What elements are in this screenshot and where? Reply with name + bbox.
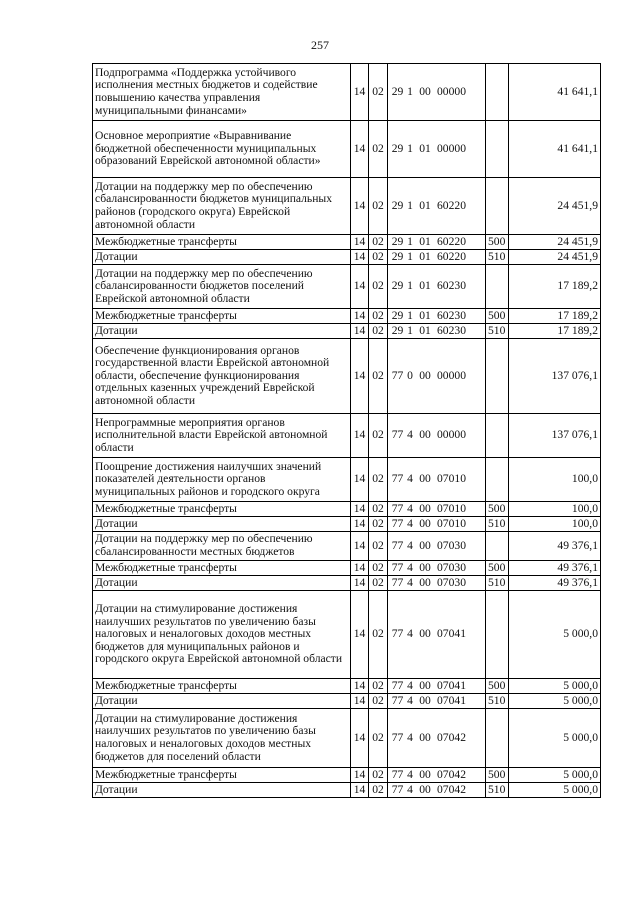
article-code-part: 1 bbox=[407, 234, 413, 248]
row-name: Дотации bbox=[93, 324, 351, 339]
expense-type-code: 500 bbox=[486, 309, 509, 324]
amount-value: 100,0 bbox=[509, 502, 601, 517]
expense-type-code: 510 bbox=[486, 250, 509, 265]
amount-value: 24 451,9 bbox=[509, 250, 601, 265]
target-article-code bbox=[388, 458, 486, 502]
article-code-part: 77 bbox=[391, 472, 404, 486]
article-code-part: 4 bbox=[407, 782, 413, 796]
article-code-part: 1 bbox=[407, 141, 413, 155]
article-code-part: 00 bbox=[419, 575, 431, 589]
expense-type-code bbox=[486, 178, 509, 235]
budget-table bbox=[92, 63, 601, 798]
table-row bbox=[93, 121, 601, 178]
target-article-code bbox=[388, 324, 486, 339]
expense-type-code bbox=[486, 591, 509, 679]
article-code-part: 00 bbox=[419, 730, 431, 744]
section-code: 14 bbox=[351, 64, 369, 121]
article-code-part: 4 bbox=[407, 428, 413, 442]
row-name: Дотации bbox=[93, 517, 351, 532]
article-code-part: 00 bbox=[419, 693, 431, 707]
article-code-part: 00 bbox=[419, 84, 431, 98]
target-article-code bbox=[388, 679, 486, 694]
target-article-code bbox=[388, 265, 486, 309]
amount-value: 49 376,1 bbox=[509, 576, 601, 591]
article-code-part: 00 bbox=[419, 501, 431, 515]
article-code-part: 1 bbox=[407, 279, 413, 293]
article-code-part: 29 bbox=[391, 279, 404, 293]
section-code: 14 bbox=[351, 121, 369, 178]
expense-type-code bbox=[486, 458, 509, 502]
table-row bbox=[93, 768, 601, 783]
table-row bbox=[93, 591, 601, 679]
article-code-part: 60230 bbox=[437, 308, 466, 322]
target-article-code bbox=[388, 309, 486, 324]
section-code: 14 bbox=[351, 517, 369, 532]
section-code: 14 bbox=[351, 414, 369, 458]
row-name: Дотации на поддержку мер по обеспечению сбалансированности бюджетов поселений Еврейской автономной области bbox=[93, 265, 351, 309]
article-code-part: 01 bbox=[419, 234, 431, 248]
article-code-part: 29 bbox=[391, 234, 404, 248]
expense-type-code: 500 bbox=[486, 561, 509, 576]
article-code-part: 4 bbox=[407, 516, 413, 530]
article-code-part: 01 bbox=[419, 308, 431, 322]
target-article-code bbox=[388, 502, 486, 517]
article-code-part: 00 bbox=[419, 472, 431, 486]
table-row bbox=[93, 502, 601, 517]
section-code: 14 bbox=[351, 709, 369, 768]
row-name: Обеспечение функционирования органов государственной власти Еврейской автономной области, обеспечение функционирования отдельных казенных учреждений Еврейской автономной области bbox=[93, 339, 351, 414]
article-code-part: 07030 bbox=[437, 575, 466, 589]
target-article-code bbox=[388, 339, 486, 414]
section-code: 14 bbox=[351, 324, 369, 339]
article-code-part: 0 bbox=[407, 368, 413, 382]
table-row bbox=[93, 561, 601, 576]
table-row bbox=[93, 250, 601, 265]
amount-value: 5 000,0 bbox=[509, 694, 601, 709]
article-code-part: 60220 bbox=[437, 198, 466, 212]
article-code-part: 00 bbox=[419, 516, 431, 530]
article-code-part: 77 bbox=[391, 627, 404, 641]
article-code-part: 07042 bbox=[437, 767, 466, 781]
subsection-code: 02 bbox=[369, 324, 388, 339]
amount-value: 17 189,2 bbox=[509, 309, 601, 324]
expense-type-code bbox=[486, 265, 509, 309]
row-name: Межбюджетные трансферты bbox=[93, 679, 351, 694]
article-code-part: 4 bbox=[407, 501, 413, 515]
article-code-part: 1 bbox=[407, 308, 413, 322]
article-code-part: 00000 bbox=[437, 368, 466, 382]
article-code-part: 4 bbox=[407, 627, 413, 641]
article-code-part: 4 bbox=[407, 678, 413, 692]
expense-type-code: 510 bbox=[486, 576, 509, 591]
article-code-part: 00 bbox=[419, 767, 431, 781]
article-code-part: 77 bbox=[391, 501, 404, 515]
article-code-part: 00 bbox=[419, 538, 431, 552]
row-name: Дотации на поддержку мер по обеспечению сбалансированности местных бюджетов bbox=[93, 532, 351, 561]
article-code-part: 60220 bbox=[437, 249, 466, 263]
article-code-part: 01 bbox=[419, 198, 431, 212]
table-row bbox=[93, 783, 601, 798]
subsection-code: 02 bbox=[369, 561, 388, 576]
article-code-part: 77 bbox=[391, 730, 404, 744]
subsection-code: 02 bbox=[369, 121, 388, 178]
amount-value: 17 189,2 bbox=[509, 324, 601, 339]
section-code: 14 bbox=[351, 458, 369, 502]
table-row bbox=[93, 339, 601, 414]
row-name: Дотации на стимулирование достижения наилучших результатов по увеличению базы налоговых и неналоговых доходов местных бюджетов для муниципальных районов и городского округа Еврейской автономной области bbox=[93, 591, 351, 679]
table-row bbox=[93, 414, 601, 458]
target-article-code bbox=[388, 709, 486, 768]
article-code-part: 07041 bbox=[437, 627, 466, 641]
article-code-part: 77 bbox=[391, 560, 404, 574]
article-code-part: 07041 bbox=[437, 678, 466, 692]
subsection-code: 02 bbox=[369, 517, 388, 532]
subsection-code: 02 bbox=[369, 576, 388, 591]
row-name: Дотации bbox=[93, 576, 351, 591]
amount-value: 41 641,1 bbox=[509, 64, 601, 121]
amount-value: 5 000,0 bbox=[509, 768, 601, 783]
row-name: Межбюджетные трансферты bbox=[93, 309, 351, 324]
expense-type-code bbox=[486, 414, 509, 458]
article-code-part: 1 bbox=[407, 249, 413, 263]
article-code-part: 01 bbox=[419, 141, 431, 155]
expense-type-code: 500 bbox=[486, 502, 509, 517]
table-body bbox=[93, 64, 601, 798]
row-name: Подпрограмма «Поддержка устойчивого исполнения местных бюджетов и содействие повышению качества управления муниципальными финансами» bbox=[93, 64, 351, 121]
article-code-part: 60230 bbox=[437, 279, 466, 293]
amount-value: 5 000,0 bbox=[509, 679, 601, 694]
expense-type-code bbox=[486, 339, 509, 414]
target-article-code bbox=[388, 694, 486, 709]
target-article-code bbox=[388, 532, 486, 561]
article-code-part: 1 bbox=[407, 84, 413, 98]
target-article-code bbox=[388, 250, 486, 265]
article-code-part: 77 bbox=[391, 516, 404, 530]
section-code: 14 bbox=[351, 561, 369, 576]
subsection-code: 02 bbox=[369, 250, 388, 265]
expense-type-code: 500 bbox=[486, 679, 509, 694]
section-code: 14 bbox=[351, 339, 369, 414]
article-code-part: 01 bbox=[419, 323, 431, 337]
article-code-part: 07042 bbox=[437, 782, 466, 796]
table-row bbox=[93, 178, 601, 235]
article-code-part: 29 bbox=[391, 84, 404, 98]
article-code-part: 01 bbox=[419, 279, 431, 293]
article-code-part: 00 bbox=[419, 560, 431, 574]
section-code: 14 bbox=[351, 265, 369, 309]
article-code-part: 29 bbox=[391, 323, 404, 337]
expense-type-code: 510 bbox=[486, 694, 509, 709]
target-article-code bbox=[388, 64, 486, 121]
amount-value: 137 076,1 bbox=[509, 339, 601, 414]
row-name: Дотации на стимулирование достижения наилучших результатов по увеличению базы налоговых и неналоговых доходов местных бюджетов для поселений области bbox=[93, 709, 351, 768]
amount-value: 49 376,1 bbox=[509, 532, 601, 561]
subsection-code: 02 bbox=[369, 458, 388, 502]
amount-value: 137 076,1 bbox=[509, 414, 601, 458]
section-code: 14 bbox=[351, 309, 369, 324]
subsection-code: 02 bbox=[369, 414, 388, 458]
article-code-part: 4 bbox=[407, 730, 413, 744]
row-name: Межбюджетные трансферты bbox=[93, 561, 351, 576]
article-code-part: 77 bbox=[391, 538, 404, 552]
expense-type-code bbox=[486, 64, 509, 121]
article-code-part: 29 bbox=[391, 308, 404, 322]
subsection-code: 02 bbox=[369, 309, 388, 324]
article-code-part: 00 bbox=[419, 428, 431, 442]
target-article-code bbox=[388, 768, 486, 783]
article-code-part: 07042 bbox=[437, 730, 466, 744]
expense-type-code bbox=[486, 532, 509, 561]
target-article-code bbox=[388, 576, 486, 591]
subsection-code: 02 bbox=[369, 64, 388, 121]
subsection-code: 02 bbox=[369, 265, 388, 309]
amount-value: 100,0 bbox=[509, 517, 601, 532]
article-code-part: 77 bbox=[391, 368, 404, 382]
article-code-part: 00000 bbox=[437, 141, 466, 155]
subsection-code: 02 bbox=[369, 768, 388, 783]
article-code-part: 00 bbox=[419, 782, 431, 796]
article-code-part: 4 bbox=[407, 575, 413, 589]
expense-type-code bbox=[486, 709, 509, 768]
article-code-part: 4 bbox=[407, 472, 413, 486]
target-article-code bbox=[388, 178, 486, 235]
target-article-code bbox=[388, 121, 486, 178]
section-code: 14 bbox=[351, 694, 369, 709]
section-code: 14 bbox=[351, 576, 369, 591]
article-code-part: 4 bbox=[407, 767, 413, 781]
subsection-code: 02 bbox=[369, 339, 388, 414]
article-code-part: 00 bbox=[419, 678, 431, 692]
article-code-part: 00000 bbox=[437, 84, 466, 98]
row-name: Дотации bbox=[93, 250, 351, 265]
table-row bbox=[93, 532, 601, 561]
subsection-code: 02 bbox=[369, 709, 388, 768]
table-row bbox=[93, 324, 601, 339]
article-code-part: 07030 bbox=[437, 560, 466, 574]
amount-value: 100,0 bbox=[509, 458, 601, 502]
expense-type-code: 500 bbox=[486, 235, 509, 250]
table-row bbox=[93, 709, 601, 768]
expense-type-code: 510 bbox=[486, 324, 509, 339]
row-name: Основное мероприятие «Выравнивание бюджетной обеспеченности муниципальных образований Еврейской автономной области» bbox=[93, 121, 351, 178]
subsection-code: 02 bbox=[369, 178, 388, 235]
expense-type-code bbox=[486, 121, 509, 178]
article-code-part: 77 bbox=[391, 678, 404, 692]
table-row bbox=[93, 458, 601, 502]
article-code-part: 00000 bbox=[437, 428, 466, 442]
article-code-part: 77 bbox=[391, 428, 404, 442]
target-article-code bbox=[388, 414, 486, 458]
table-row bbox=[93, 309, 601, 324]
target-article-code bbox=[388, 561, 486, 576]
article-code-part: 07010 bbox=[437, 501, 466, 515]
article-code-part: 07010 bbox=[437, 472, 466, 486]
section-code: 14 bbox=[351, 768, 369, 783]
table-row bbox=[93, 235, 601, 250]
subsection-code: 02 bbox=[369, 235, 388, 250]
article-code-part: 1 bbox=[407, 323, 413, 337]
amount-value: 49 376,1 bbox=[509, 561, 601, 576]
row-name: Дотации bbox=[93, 694, 351, 709]
article-code-part: 77 bbox=[391, 575, 404, 589]
section-code: 14 bbox=[351, 679, 369, 694]
section-code: 14 bbox=[351, 591, 369, 679]
article-code-part: 29 bbox=[391, 141, 404, 155]
subsection-code: 02 bbox=[369, 532, 388, 561]
amount-value: 5 000,0 bbox=[509, 709, 601, 768]
article-code-part: 07030 bbox=[437, 538, 466, 552]
article-code-part: 1 bbox=[407, 198, 413, 212]
amount-value: 24 451,9 bbox=[509, 178, 601, 235]
article-code-part: 07041 bbox=[437, 693, 466, 707]
amount-value: 24 451,9 bbox=[509, 235, 601, 250]
subsection-code: 02 bbox=[369, 591, 388, 679]
amount-value: 17 189,2 bbox=[509, 265, 601, 309]
target-article-code bbox=[388, 783, 486, 798]
article-code-part: 00 bbox=[419, 627, 431, 641]
table-row bbox=[93, 64, 601, 121]
row-name: Дотации на поддержку мер по обеспечению сбалансированности бюджетов муниципальных районов (городского округа) Еврейской автономной области bbox=[93, 178, 351, 235]
row-name: Непрограммные мероприятия органов исполнительной власти Еврейской автономной области bbox=[93, 414, 351, 458]
row-name: Межбюджетные трансферты bbox=[93, 235, 351, 250]
amount-value: 5 000,0 bbox=[509, 591, 601, 679]
section-code: 14 bbox=[351, 250, 369, 265]
article-code-part: 29 bbox=[391, 249, 404, 263]
row-name: Межбюджетные трансферты bbox=[93, 768, 351, 783]
target-article-code bbox=[388, 517, 486, 532]
page-number: 257 bbox=[311, 38, 329, 52]
table-row bbox=[93, 694, 601, 709]
article-code-part: 77 bbox=[391, 767, 404, 781]
article-code-part: 4 bbox=[407, 560, 413, 574]
table-row bbox=[93, 517, 601, 532]
section-code: 14 bbox=[351, 235, 369, 250]
subsection-code: 02 bbox=[369, 694, 388, 709]
section-code: 14 bbox=[351, 532, 369, 561]
article-code-part: 77 bbox=[391, 782, 404, 796]
amount-value: 41 641,1 bbox=[509, 121, 601, 178]
article-code-part: 4 bbox=[407, 538, 413, 552]
subsection-code: 02 bbox=[369, 679, 388, 694]
row-name: Дотации bbox=[93, 783, 351, 798]
expense-type-code: 510 bbox=[486, 517, 509, 532]
section-code: 14 bbox=[351, 783, 369, 798]
table-row bbox=[93, 265, 601, 309]
row-name: Поощрение достижения наилучших значений показателей деятельности органов муниципальных районов и городского округа bbox=[93, 458, 351, 502]
article-code-part: 77 bbox=[391, 693, 404, 707]
table-row bbox=[93, 576, 601, 591]
subsection-code: 02 bbox=[369, 783, 388, 798]
row-name: Межбюджетные трансферты bbox=[93, 502, 351, 517]
expense-type-code: 500 bbox=[486, 768, 509, 783]
article-code-part: 60230 bbox=[437, 323, 466, 337]
target-article-code bbox=[388, 235, 486, 250]
article-code-part: 4 bbox=[407, 693, 413, 707]
subsection-code: 02 bbox=[369, 502, 388, 517]
target-article-code bbox=[388, 591, 486, 679]
article-code-part: 29 bbox=[391, 198, 404, 212]
article-code-part: 01 bbox=[419, 249, 431, 263]
section-code: 14 bbox=[351, 502, 369, 517]
amount-value: 5 000,0 bbox=[509, 783, 601, 798]
expense-type-code: 510 bbox=[486, 783, 509, 798]
article-code-part: 00 bbox=[419, 368, 431, 382]
article-code-part: 60220 bbox=[437, 234, 466, 248]
section-code: 14 bbox=[351, 178, 369, 235]
table-row bbox=[93, 679, 601, 694]
article-code-part: 07010 bbox=[437, 516, 466, 530]
